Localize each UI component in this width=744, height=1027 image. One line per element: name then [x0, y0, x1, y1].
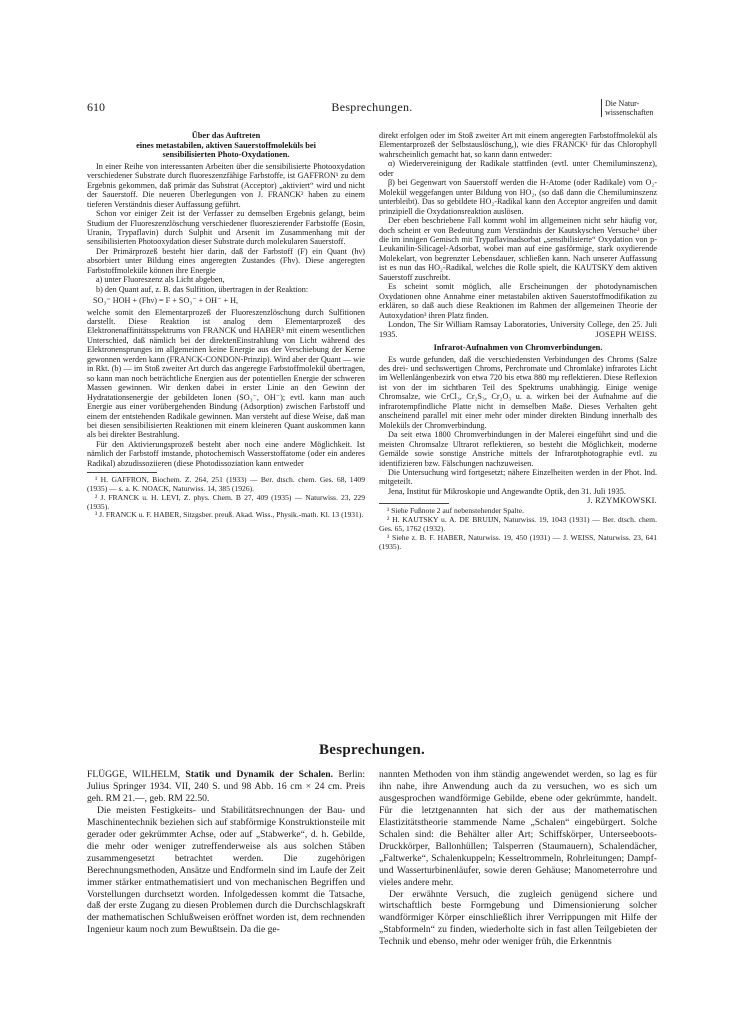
footnote: ² J. FRANCK u. H. LEVI, Z. phys. Chem. B 27, 409 (1935) — Naturwiss. 23, 229 (1935). [87, 492, 365, 511]
footnote: ³ J. FRANCK u. F. HABER, Sitzgsber. preuß. Akad. Wiss., Physik.-math. Kl. 13 (1931). [95, 510, 364, 520]
paragraph: Da seit etwa 1800 Chromverbindungen in der Malerei eingeführt sind und die meisten Chromsalze Ultrarot reflektieren, so besteht die Möglichkeit, moderne Gemälde sowie sonstige Anstriche mittels der Infrarotphotographie evtl. zu identifizieren bzw. Fälschungen nachzuweisen. [379, 430, 657, 468]
paragraph: direkt erfolgen oder im Stoß zweiter Art mit einem angeregten Farbstoffmolekül als Elementarprozeß der Selbstauslöschung,), wie dies FRANCK¹ für das Chlorophyll wahrscheinlich gemacht hat, so kann dann entweder: [379, 131, 657, 159]
signature-place: London, The Sir William Ramsay Laboratories, University College, den 25. Juli 1935. [379, 320, 657, 339]
page-number: 610 [87, 100, 105, 114]
book-reference [87, 769, 365, 805]
signature [379, 486, 657, 506]
paragraph: welche somit den Elementarprozeß der Fluoreszenzlöschung durch Sulfitionen darstellt. Diese Reaktion ist analog dem Elementarprozeß des Elektronenaffinitätsspektrums von FRANCK und HABER³ mit einem wesentlichen Unterschied, daß nämlich bei der direktenEinstrahlung von Licht während des Elektronensprunges im allgemeinen keine Energie aus der Verschiebung der Kerne gewonnen werden kann (FRANCK-CONDON-Prinzip). Wird aber der Quant — wie in Rkt. (b) — im Stoß zweiter Art durch das angeregte Farbstoffmolekül übertragen, so kann man noch beträchtliche Energien aus der potentiellen Energie der schweren Massen gewinnen. Wir denken dabei in erster Linie an den Gewinn der Hydratationsenergie der gebildeten Ionen (SO₃⁻, OH⁻); evtl. kann man auch Energie aus einer vorübergehenden Bindung (Adsorption) zwischen Farbstoff und einem der entstehenden Radikale gewinnen. Man versteht auf diese Weise, daß man bei diesen sensibilisierten Reaktionen mit einem kleineren Quant auskommen kann als bei direkter Bestrahlung. [87, 307, 365, 440]
book-bibliography: Berlin: Julius Springer 1934. VII, 240 S. und 98 Abb. 16 cm × 24 cm. Preis geh. RM 21.—, geb. RM 22.50. [87, 769, 365, 804]
left-column [87, 131, 365, 520]
paragraph: Es wurde gefunden, daß die verschiedensten Verbindungen des Chroms (Salze des drei- und sechswertigen Chroms, Perchromate und Chromlake) infrarotes Licht im Wellenlängenbezirk von etwa 720 bis etwa 880 mμ reflektieren. Diese Reflexion ist von der im sichtbaren Teil des Spektrums unabhängig. Einige wenige Chromsalze, wie CrCl₃, Cr₂S₃, Cr₂O₃ u. a. wirken bei der Aufnahme auf die infrarotempfindliche Platte nicht in demselben Maße. Dieses Verhalten geht anscheinend parallel mit einer mehr oder minder direkten Bindung innerhalb des Moleküls der Chromverbindung. [379, 354, 657, 430]
paragraph: Die Untersuchung wird fortgesetzt; nähere Einzelheiten werden in der Phot. Ind. mitgeteilt. [379, 468, 657, 487]
book-author: FLÜGGE, WILHELM, [87, 769, 181, 780]
article-title-line-2: eines metastabilen, aktiven Sauerstoffmoleküls bei [136, 140, 316, 150]
paragraph: In einer Reihe von interessanten Arbeiten über die sensibilisierte Photooxydation verschiedener Substrate durch fluoreszenzfähige Farbstoffe, ist GAFFRON¹ zu dem Ergebnis gekommen, daß primär das Substrat (Acceptor) „aktiviert“ wird und nicht der Sauerstoff. Die neueren Überlegungen von J. FRANCK² haben zu einem tieferen Verständnis dieser Auffassung geführt. [87, 161, 365, 209]
footnote: ¹ H. GAFFRON, Biochem. Z. 264, 251 (1933) — Ber. dtsch. chem. Ges. 68, 1409 (1935) — s. a. K. NOACK, Naturwiss. 14, 385 (1926). [87, 475, 365, 494]
footnote: ² H. KAUTSKY u. A. DE BRUIJN, Naturwiss. 19, 1043 (1931) — Ber. dtsch. chem. Ges. 65, 1762 (1932). [379, 515, 657, 533]
running-header [87, 100, 657, 122]
list-item: a) unter Fluoreszenz als Licht abgeben, [96, 275, 225, 285]
paragraph: Schon vor einiger Zeit ist der Verfasser zu demselben Ergebnis gelangt, beim Studium der Fluoreszenzlöschung verschiedener fluoreszierender Farbstoffe (Eosin, Uranin, Trypaflavin) durch Sulphit und Arsenit im Zusammenhang mit der sensibilisierten Photooxydation dieser Substrate durch molekularen Sauerstoff. [87, 209, 365, 247]
article-title-line-3: sensibilisierten Photo-Oxydationen. [162, 150, 290, 160]
paragraph: nannten Methoden von ihm ständig angewendet werden, so lag es für ihn nahe, ihre Anwendung auch da zu versuchen, wo es sich um ausgesprochen wandförmige Gebilde, ebene oder gekrümmte, handelt. Für die letztgenannten hat sich der aus der mathematischen Elastizitätstheorie stammende Name „Schalen“ eingebürgert. Solche Schalen sind: die Behälter aller Art; Schiffskörper, Unterseeboots-Druckkörper, Ballonhüllen; Talsperren (Staumauern), Schalendächer, „Faltwerke“, Schalenkuppeln; Kesseltrommeln, Rohrleitungen; Dampf- und Wasserturbinenläufer, sowie deren Gehäuse; Manometerrohre und vieles andere mehr. [379, 769, 657, 888]
paragraph: Es scheint somit möglich, alle Erscheinungen der photodynamischen Oxydationen ohne Annahme einer metastabilen aktiven Sauerstoffmodifikation zu erklären, so daß auch diese Reaktionen im Rahmen der allgemeinen Theorie der Autoxydation³ ihren Platz finden. [379, 282, 657, 320]
review-right-column [379, 769, 657, 948]
paragraph: Der erwähnte Versuch, die zugleich genügend sichere und wirtschaftlich beste Formgebung und Dimensionierung solcher wandförmiger Körper einschließlich ihrer Verrippungen mit Hilfe der „Stabformeln“ zu finden, wiederholte sich in fast allen Teilgebieten der Technik und ebenso, mehr oder weniger früh, die Erkenntnis [379, 888, 657, 948]
list-item: α) Wiedervereinigung der Radikale stattfinden (evtl. unter Chemiluminszenz), oder [379, 159, 657, 178]
journal-name [601, 99, 657, 117]
list-item: β) bei Gegenwart von Sauerstoff werden die H-Atome (oder Radikale) vom O₂-Molekül weggefangen unter Bildung von HO₂, (so daß dann die Chemiluminszenz unterbleibt). Das so gebildete HO₂-Radikal kann den Acceptor angreifen und damit prinzipiell die Oxydationsreaktion auslösen. [379, 178, 657, 216]
paragraph: Für den Aktivierungsprozeß besteht aber noch eine andere Möglichkeit. Ist nämlich der Farbstoff imstande, photochemisch Wasserstoffatome (oder ein anderes Radikal) abzudissoziieren (diese Photodissoziation kann entweder [87, 439, 365, 468]
journal-name-line-1: Die Natur- [605, 99, 640, 108]
list-item: b) den Quant auf, z. B. das Sulfition, übertragen in der Reaktion: [96, 284, 309, 294]
footnote-divider [87, 472, 157, 473]
journal-name-line-2: wissenschaften [605, 108, 654, 117]
paragraph: Der Primärprozeß besteht hier darin, daß der Farbstoff (F) ein Quant (hν) absorbiert unter Bildung eines angeregten Zustandes (Fhν). Diese angeregten Farbstoffmoleküle können ihre Energie [87, 246, 365, 275]
paragraph: Der eben beschriebene Fall kommt wohl im allgemeinen nicht sehr häufig vor, doch scheint er von Bedeutung zum Verständnis der Kautskyschen Versuche² über die im innigen Gemisch mit Trypaflavinadsorbat „sensibilisierte“ Oxydation von p-Leukanilin-Silicagel-Adsorbat, wobei man auf eine gasförmige, stark oxydierende Molekelart, von begrenzter Lebensdauer, schließen kann. Nach unserer Auffassung ist es nun das HO₂-Radikal, welches die Rolle spielt, die KAUTSKY dem aktiven Sauerstoff zuschreibt. [379, 216, 657, 282]
running-title: Besprechungen. [331, 100, 413, 114]
review-left-column [87, 769, 365, 936]
article-title: Infrarot-Aufnahmen von Chromverbindungen. [433, 342, 603, 352]
equation: SO₃⁼ HOH + (Fhν) = F + SO₃⁻ + OH⁻ + H, [93, 296, 239, 306]
book-title: Statik und Dynamik der Schalen. [185, 769, 334, 780]
signature-name: J. RZYMKOWSKI. [587, 496, 657, 506]
section-title: Besprechungen. [318, 742, 426, 758]
right-column [379, 131, 657, 551]
signature-name: JOSEPH WEISS. [595, 329, 657, 339]
footnote-divider [379, 503, 449, 504]
article-title-line-1: Über das Auftreten [191, 131, 261, 140]
paragraph: Die meisten Festigkeits- und Stabilitätsrechnungen der Bau- und Maschinentechnik beziehen sich auf stabförmige Konstruktionsteile mit gerader oder gekrümmter Achse, oder auf „Stabwerke“, d. h. Gebilde, die mehr oder weniger zutreffenderweise als aus solchen Stäben zusammengesetzt betrachtet werden. Die zugehörigen Berechnungsmethoden, Ansätze und Endformeln sind im Laufe der Zeit immer stärker entmathematisiert und von mechanischen Begriffen und Vorstellungen durchsetzt worden. Infolgedessen kommt die Tatsache, daß der erste Zugang zu diesen Problemen durch die Durchschlagskraft der mathematischen Schlußweisen eröffnet worden ist, dem rechnenden Ingenieur kaum noch zum Bewußtsein. Da die ge- [87, 804, 365, 936]
footnote: ¹ Siehe Fußnote 2 auf nebenstehender Spalte. [387, 506, 525, 516]
footnote: ³ Siehe z. B. F. HABER, Naturwiss. 19, 450 (1931) — J. WEISS, Naturwiss. 23, 641 (1935). [379, 532, 657, 551]
signature [379, 320, 657, 339]
signature-place: Jena, Institut für Mikroskopie und Angewandte Optik, den 31. Juli 1935. [388, 486, 626, 496]
